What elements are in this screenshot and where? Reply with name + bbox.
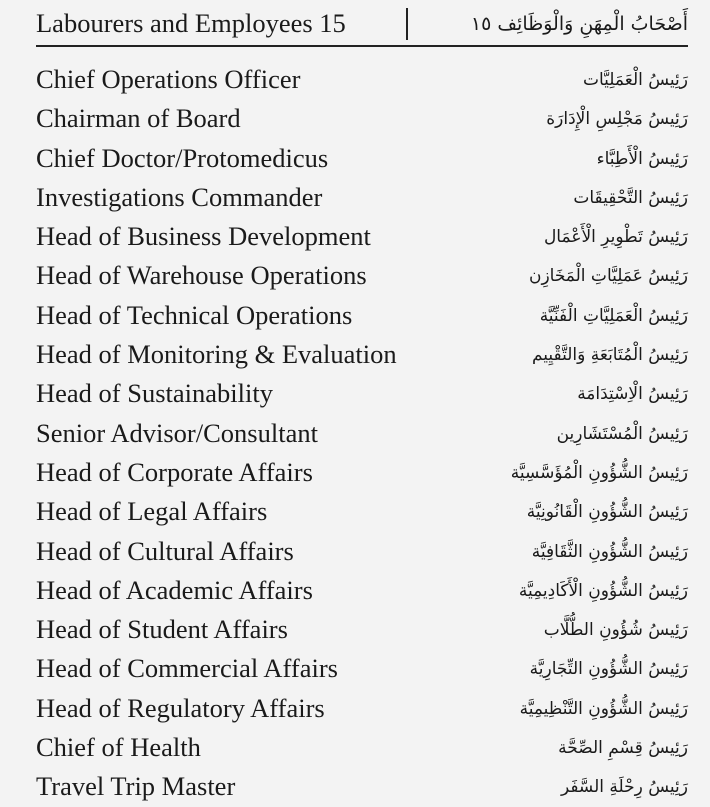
- entry-arabic-term: رَئِيسُ عَمَلِيَّاتِ الْمَخَازِن: [528, 266, 688, 287]
- vocabulary-entry: [0, 453, 710, 492]
- vocabulary-entry: [0, 139, 710, 178]
- vocabulary-entry: [0, 532, 710, 571]
- vocabulary-entry: [0, 178, 710, 217]
- entry-arabic-term: رَئِيسُ الْمُتَابَعَةِ وَالتَّقْيِيم: [531, 345, 688, 366]
- entry-arabic-term: رَئِيسُ قِسْمِ الصِّحَّة: [558, 738, 688, 759]
- entry-arabic-term: رَئِيسُ التَّحْقِيقَات: [573, 187, 688, 208]
- vocabulary-entry: [0, 296, 710, 335]
- vocabulary-entry: [0, 571, 710, 610]
- vocabulary-entry: [0, 649, 710, 688]
- vocabulary-entry: [0, 767, 710, 806]
- entry-english-term: Chief of Health: [36, 732, 201, 763]
- entry-arabic-term: رَئِيسُ الْمُسْتَشَارِين: [556, 423, 688, 444]
- vocabulary-entry: [0, 217, 710, 256]
- entry-arabic-term: رَئِيسُ الْعَمَلِيَّات: [582, 70, 688, 90]
- header-title-arabic: أَصْحَابُ الْمِهَنِ وَالْوَظَائِف ١٥: [470, 13, 688, 35]
- entry-arabic-term: رَئِيسُ شُؤُونِ الطُّلَّاب: [543, 620, 688, 641]
- entry-arabic-term: رَئِيسُ الْاِسْتِدَامَة: [577, 384, 688, 405]
- entry-arabic-term: رَئِيسُ الشُّؤُونِ التَّنْظِيمِيَّة: [519, 698, 688, 719]
- entry-english-term: Chief Doctor/Protomedicus: [36, 142, 329, 173]
- vocabulary-entry: [0, 60, 710, 99]
- entry-english-term: Head of Corporate Affairs: [36, 456, 313, 487]
- entry-arabic-term: رَئِيسُ الْعَمَلِيَّاتِ الْفَنِّيَّة: [539, 305, 688, 326]
- entry-english-term: Senior Advisor/Consultant: [36, 417, 318, 448]
- vocabulary-list: [0, 60, 710, 807]
- entry-english-term: Travel Trip Master: [36, 771, 236, 802]
- vocabulary-entry: [0, 414, 710, 453]
- entry-english-term: Head of Student Affairs: [36, 614, 288, 645]
- entry-english-term: Head of Sustainability: [36, 378, 273, 409]
- entry-english-term: Head of Monitoring & Evaluation: [36, 339, 397, 370]
- entry-arabic-term: رَئِيسُ تَطْوِيرِ الْأَعْمَال: [543, 227, 688, 248]
- entry-english-term: Head of Academic Affairs: [36, 574, 313, 605]
- vocabulary-entry: [0, 335, 710, 374]
- entry-arabic-term: رَئِيسُ الشُّؤُونِ الْقَانُونِيَّة: [526, 502, 688, 523]
- vocabulary-entry: [0, 728, 710, 767]
- page-header: [0, 0, 710, 46]
- header-divider: [406, 8, 408, 40]
- entry-arabic-term: رَئِيسُ مَجْلِسِ الْإِدَارَة: [546, 109, 688, 130]
- entry-arabic-term: رَئِيسُ الشُّؤُونِ التِّجَارِيَّة: [529, 659, 688, 680]
- vocabulary-entry: [0, 99, 710, 138]
- entry-english-term: Head of Commercial Affairs: [36, 653, 338, 684]
- header-title-english: Labourers and Employees 15: [36, 8, 346, 38]
- entry-english-term: Head of Business Development: [36, 221, 371, 252]
- entry-arabic-term: رَئِيسُ الشُّؤُونِ الْأَكَادِيمِيَّة: [518, 580, 688, 601]
- vocabulary-entry: [0, 492, 710, 531]
- entry-english-term: Head of Regulatory Affairs: [36, 692, 325, 723]
- vocabulary-entry: [0, 610, 710, 649]
- entry-english-term: Head of Technical Operations: [36, 299, 353, 330]
- entry-arabic-term: رَئِيسُ الْأَطِبَّاء: [596, 148, 688, 169]
- entry-english-term: Head of Warehouse Operations: [36, 260, 367, 291]
- entry-english-term: Head of Cultural Affairs: [36, 535, 294, 566]
- header-underline: [36, 45, 688, 47]
- entry-english-term: Head of Legal Affairs: [36, 496, 268, 527]
- vocabulary-entry: [0, 689, 710, 728]
- vocabulary-entry: [0, 374, 710, 413]
- entry-arabic-term: رَئِيسُ الشُّؤُونِ الثَّقَافِيَّة: [531, 541, 688, 562]
- entry-english-term: Investigations Commander: [36, 181, 323, 212]
- entry-english-term: Chairman of Board: [36, 103, 241, 134]
- entry-arabic-term: رَئِيسُ رِحْلَةِ السَّفَر: [560, 777, 688, 798]
- entry-arabic-term: رَئِيسُ الشُّؤُونِ الْمُؤَسَّسِيَّة: [510, 462, 688, 483]
- entry-english-term: Chief Operations Officer: [36, 64, 301, 94]
- vocabulary-entry: [0, 256, 710, 295]
